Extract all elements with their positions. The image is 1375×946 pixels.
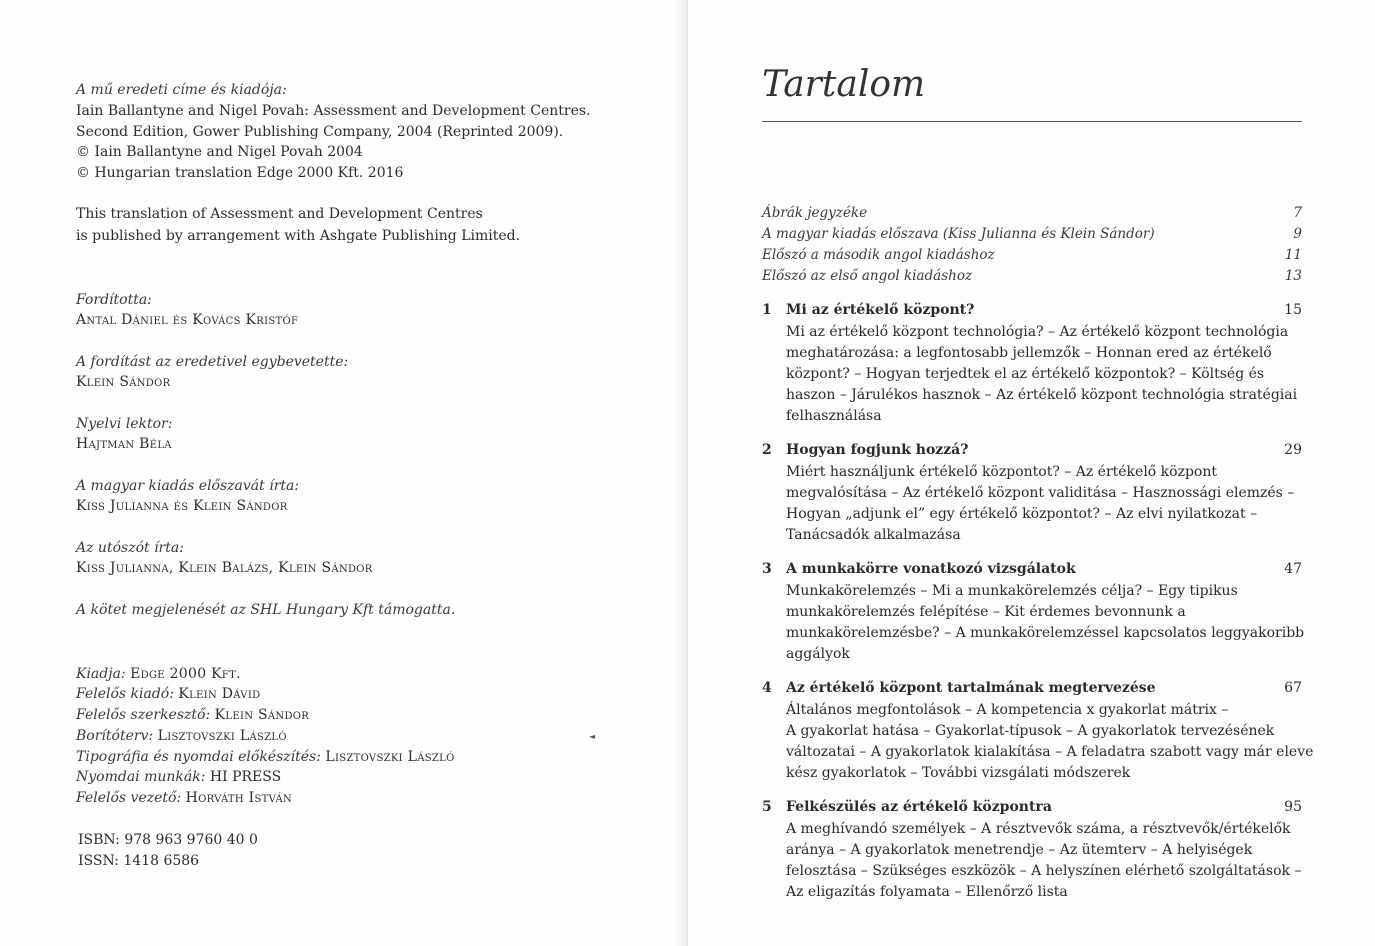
chapter-summary: Mi az értékelő központ technológia? – Az értékelő központ technológia meghatározása: a legfontosabb jellemzők – Honnan ered az értékelő központ? – Hogyan terjedtek el az értékelő központok? – Költség és haszon – Járulékos hasznok – Az értékelő központ technológia stratégiai felhasználása bbox=[786, 324, 1298, 424]
chapter-title: A munkakörre vonatkozó vizsgálatok bbox=[786, 561, 1076, 577]
arrangement-line: is published by arrangement with Ashgate Publishing Limited. bbox=[76, 228, 521, 244]
credit-label: A fordítást az eredetivel egybevetette: bbox=[76, 354, 349, 370]
arrangement-line: This translation of Assessment and Development Centres bbox=[76, 206, 483, 222]
publisher-line: Kiadja: Edge 2000 Kft. bbox=[76, 666, 241, 682]
chapter-page: 29 bbox=[1284, 442, 1302, 458]
chapter-summary: A meghívandó személyek – A résztvevők száma, a résztvevők/értékelők aránya – A gyakorlatok menetrendje – Az ütemterv – A helyiségek felosztása – Szükséges eszközök – A helyszínen elérhető szolgáltatások – Az eligazítás folyamata – Ellenőrző lista bbox=[786, 821, 1302, 900]
margin-arrow-icon: ◄ bbox=[589, 732, 596, 741]
toc-front-item: Előszó a második angol kiadáshoz 11 bbox=[762, 247, 1302, 263]
credit-value: Klein Sándor bbox=[76, 374, 171, 390]
publisher-line: Tipográfia és nyomdai előkészítés: Lisztovszki László bbox=[76, 749, 455, 765]
chapter-summary: Általános megfontolások – A kompetencia x gyakorlat mátrix – A gyakorlat hatása – Gyakorlat-típusok – A gyakorlatok tervezésének változatai – A gyakorlatok kialakítása – A feladatra szabott vagy már eleve kész gyakorlatok – További vizsgálati módszerek bbox=[786, 702, 1314, 781]
support-note: A kötet megjelenését az SHL Hungary Kft támogatta. bbox=[76, 602, 456, 618]
chapter-number: 2 bbox=[762, 442, 772, 458]
credit-value: Kiss Julianna és Klein Sándor bbox=[76, 498, 288, 514]
credit-value: Antal Dániel és Kovács Kristóf bbox=[76, 312, 299, 328]
chapter-page: 67 bbox=[1284, 680, 1302, 696]
chapter-number: 3 bbox=[762, 561, 772, 577]
title-rule bbox=[762, 121, 1302, 122]
credit-label: Fordította: bbox=[76, 292, 152, 308]
publisher-line: Felelős szerkesztő: Klein Sándor bbox=[76, 707, 310, 723]
credit-label: Az utószót írta: bbox=[76, 540, 184, 556]
page-title: Tartalom bbox=[762, 64, 926, 105]
chapter-page: 15 bbox=[1284, 302, 1302, 318]
right-page bbox=[688, 0, 1375, 946]
toc-front-item: Előszó az első angol kiadáshoz 13 bbox=[762, 268, 1302, 284]
original-title-label: A mű eredeti címe és kiadója: bbox=[76, 82, 287, 98]
original-line: Second Edition, Gower Publishing Company, 2004 (Reprinted 2009). bbox=[76, 124, 564, 140]
chapter-summary: Miért használjunk értékelő központot? – Az értékelő központ megvalósítása – Az értékelő központ validitása – Hasznossági elemzés – Hogyan „adjunk el” egy értékelő központot? – Az elvi nyilatkozat – Tanácsadók alkalmazása bbox=[786, 464, 1295, 543]
credit-label: A magyar kiadás előszavát írta: bbox=[76, 478, 300, 494]
original-line: Iain Ballantyne and Nigel Povah: Assessment and Development Centres. bbox=[76, 103, 591, 119]
copyright-line: © Hungarian translation Edge 2000 Kft. 2016 bbox=[76, 165, 404, 181]
copyright-line: © Iain Ballantyne and Nigel Povah 2004 bbox=[76, 144, 363, 160]
publisher-line: Borítóterv: Lisztovszki László bbox=[76, 728, 287, 744]
chapter-title: Az értékelő központ tartalmának megtervezése bbox=[786, 680, 1156, 696]
chapter-page: 47 bbox=[1284, 561, 1302, 577]
issn: ISSN: 1418 6586 bbox=[78, 853, 200, 869]
chapter-number: 1 bbox=[762, 302, 772, 318]
chapter-page: 95 bbox=[1284, 799, 1302, 815]
chapter-number: 5 bbox=[762, 799, 772, 815]
chapter-number: 4 bbox=[762, 680, 772, 696]
credit-label: Nyelvi lektor: bbox=[76, 416, 173, 432]
publisher-line: Felelős vezető: Horváth István bbox=[76, 790, 293, 806]
credit-value: Hajtman Béla bbox=[76, 436, 172, 452]
chapter-title: Felkészülés az értékelő központra bbox=[786, 799, 1052, 815]
chapter-summary: Munkakörelemzés – Mi a munkakörelemzés célja? – Egy tipikus munkakörelemzés felépítése – Kit érdemes bevonnunk a munkakörelemzésbe? – A munkakörelemzéssel kapcsolatos leggyakoribb aggályok bbox=[786, 583, 1305, 662]
toc-front-item: Ábrák jegyzéke 7 bbox=[762, 205, 1302, 221]
chapter-title: Mi az értékelő központ? bbox=[786, 302, 975, 318]
publisher-line: Felelős kiadó: Klein Dávid bbox=[76, 686, 261, 702]
publisher-line: Nyomdai munkák: HI PRESS bbox=[76, 769, 282, 785]
chapter-title: Hogyan fogjunk hozzá? bbox=[786, 442, 969, 458]
isbn: ISBN: 978 963 9760 40 0 bbox=[78, 832, 258, 848]
credit-value: Kiss Julianna, Klein Balázs, Klein Sándor bbox=[76, 560, 373, 576]
toc-front-item: A magyar kiadás előszava (Kiss Julianna és Klein Sándor) 9 bbox=[762, 226, 1302, 242]
